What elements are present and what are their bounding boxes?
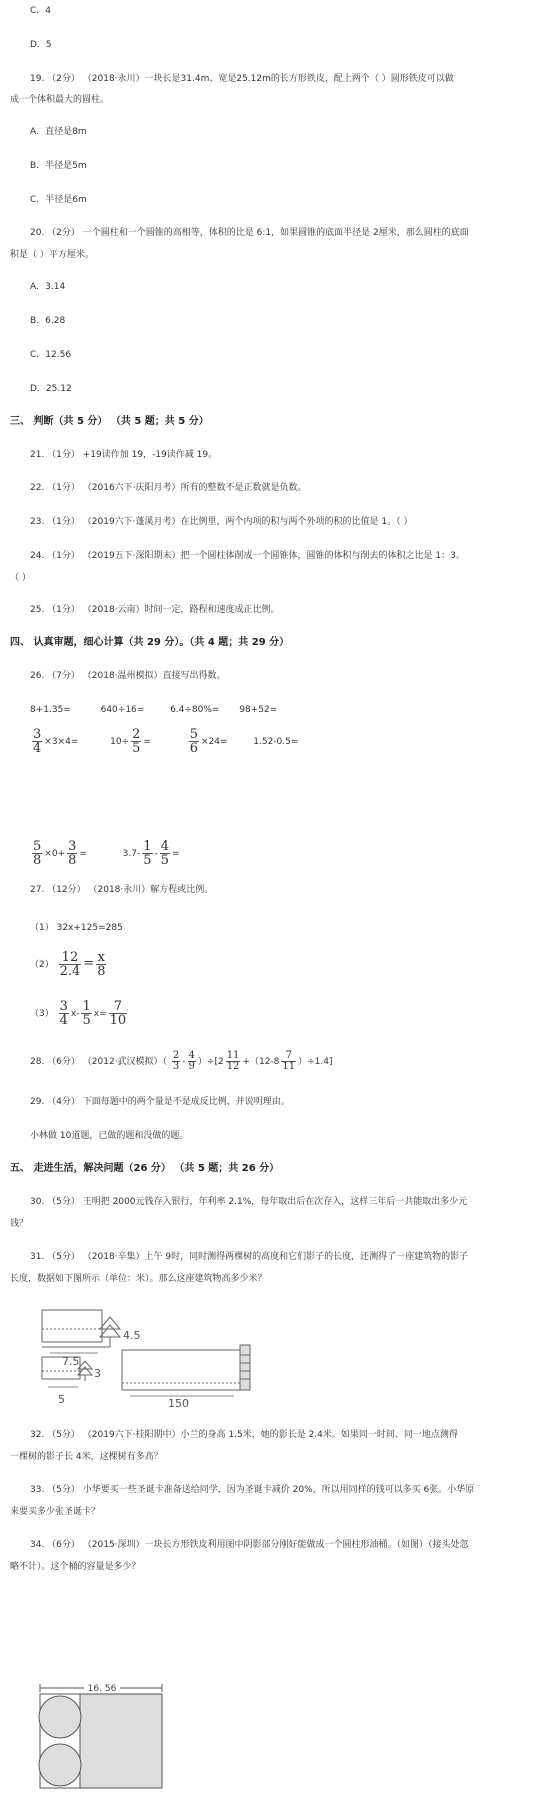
question-31-line1: 31. （5分） （2018·辛集）上午 9时，同时测得两棵树的高度和它们影子的长度，还测得了一座建筑物的影子 [30, 1252, 469, 1262]
question-34-line2: 略不计）。这个桶的容量是多少？ [10, 1562, 141, 1572]
fraction: $\frac{5}{8}$ [33, 839, 42, 868]
frame-1 [42, 1310, 102, 1342]
question-31-line2: 长度，数据如下图所示（单位：米）。那么这座建筑物高多少米？ [10, 1274, 267, 1284]
circle-base [39, 1744, 81, 1786]
fraction: $\frac{1}{5}$ [143, 839, 152, 868]
question-30-line1: 30. （5分） 王明把 2000元钱存入银行，年利率 2.1%，每年取出后在次存入，这样三年后一共能取出多少元 [30, 1197, 468, 1207]
fraction: $\frac{11}{12}$ [226, 1050, 240, 1072]
calc-item: 6.4÷80%= [170, 705, 220, 715]
fraction: $\frac{12}{2.4}$ [59, 950, 81, 979]
question-25: 25. （1分） （2018·云南）时间一定，路程和速度成正比例。 [30, 605, 280, 615]
calc-item: 640÷16= [100, 705, 145, 715]
option-c: C．4 [30, 6, 52, 16]
label-tree-height: 3 [94, 1367, 101, 1380]
label-sheet-length: 16. 56 [87, 1684, 117, 1694]
fraction: $\frac{3}{4}$ [33, 727, 42, 756]
cylinder-sheet-figure [36, 1680, 166, 1792]
option-b: B．半径是5m [30, 161, 87, 171]
question-33-line2: 来要买多少张圣诞卡？ [10, 1507, 101, 1517]
calc-row-1 [30, 703, 277, 717]
option-a: A．直径是8m [30, 127, 87, 137]
shadow-figure [30, 1305, 260, 1410]
question-21: 21. （1分） +19读作加 19，-19读作减 19。 [30, 450, 218, 460]
calc-item: 98+52= [239, 705, 278, 715]
question-22: 22. （1分） （2016六下·庆阳月考）所有的整数不是正数就是负数。 [30, 483, 307, 493]
section-3-title: 三、 判断（共 5 分） （共 5 题；共 5 分） [10, 416, 209, 427]
fraction: $\frac{7}{11}$ [282, 1050, 296, 1072]
section-4-title: 四、 认真审题，细心计算（共 29 分）。（共 4 题；共 29 分） [10, 637, 290, 648]
question-24-line2: （ ） [10, 573, 31, 583]
question-29-line1: 29. （4分） 下面每题中的两个量是不是成反比例，并说明理由。 [30, 1097, 290, 1107]
option-a: A．3.14 [30, 282, 66, 292]
section-5-title: 五、 走进生活，解决问题（26 分） （共 5 题；共 26 分） [10, 1163, 280, 1174]
calc-row-2: $\frac{3}{4}$ ×3×4= 10÷ $\frac{2}{5}$ = $\frac{5}{6}$ ×24= 1.52-0.5= [33, 727, 299, 756]
calc-item: 8+1.35= [30, 705, 71, 715]
calc-row-3: $\frac{5}{8}$ ×0+ $\frac{3}{8}$ = 3.7- $\frac{1}{5}$ - $\frac{4}{5}$ = [33, 839, 180, 868]
label-tree-height: 4.5 [123, 1329, 141, 1342]
fraction: $\frac{2}{5}$ [132, 727, 141, 756]
question-29-line2: 小林做 10道题，已做的题和没做的题。 [30, 1131, 189, 1141]
question-19-line2: 成一个体积最大的圆柱。 [10, 95, 110, 105]
option-d: D．5 [30, 40, 52, 50]
question-28: 28. （6分） （2012·武汉模拟）（ $\frac{2}{3}$ - $\frac{4}{9}$ ）÷[2 $\frac{11}{12}$ +（12-8 $\frac{7}{11}$ ）÷1.4] [30, 1050, 333, 1072]
label-shadow-length: 7.5 [62, 1355, 80, 1368]
fraction: $\frac{x}{8}$ [97, 950, 106, 979]
question-32-line2: 一棵树的影子长 4米，这棵树有多高？ [10, 1452, 163, 1462]
option-c: C．12.56 [30, 350, 72, 360]
fraction: $\frac{2}{3}$ [172, 1050, 180, 1072]
fraction: $\frac{5}{6}$ [189, 727, 198, 756]
label-shadow-length: 5 [58, 1393, 65, 1406]
building-shadow-frame [122, 1350, 242, 1390]
fraction: $\frac{3}{8}$ [68, 839, 77, 868]
question-20-line2: 积是（ ）平方厘米。 [10, 250, 94, 260]
question-19-line1: 19. （2分） （2018·永川）一块长是31.4m、宽是25.12m的长方形铁皮，配上两个（ ）圆形铁皮可以做 [30, 74, 454, 84]
equation-1: （1） 32x+125=285 [30, 923, 123, 933]
fraction: $\frac{3}{4}$ [59, 999, 68, 1028]
equation-3: （3） $\frac{3}{4}$ x- $\frac{1}{5}$ x= $\frac{7}{10}$ [30, 999, 127, 1028]
option-d: D．25.12 [30, 384, 72, 394]
question-34-line1: 34. （6分） （2015·深圳）一块长方形铁皮利用图中阴影部分刚好能做成一个圆柱形油桶。（如图）（接头处忽 [30, 1540, 469, 1550]
question-33-line1: 33. （5分） 小华要买一些圣诞卡准备送给同学，因为圣诞卡减价 20%，所以用同样的钱可以多买 6张。小华原 [30, 1485, 475, 1495]
question-32-line1: 32. （5分） （2019六下·桂阳期中）小兰的身高 1.5米，她的影长是 2.4米。如果同一时间、同一地点测得 [30, 1430, 458, 1440]
option-c: C．半径是6m [30, 195, 87, 205]
fraction: $\frac{1}{5}$ [82, 999, 91, 1028]
equation-2: （2） $\frac{12}{2.4}$ = $\frac{x}{8}$ [30, 950, 106, 979]
question-20-line1: 20. （2分） 一个圆柱和一个圆锥的高相等，体积的比是 6:1，如果圆锥的底面半径是 2厘米，那么圆柱的底面 [30, 228, 469, 238]
question-24-line1: 24. （1分） （2019五下·深阳期末）把一个圆柱体削成一个圆锥体，圆锥的体积与削去的体积之比是 1：3。 [30, 551, 465, 561]
fraction: $\frac{4}{9}$ [188, 1050, 195, 1072]
circle-base [39, 1696, 81, 1738]
question-27-head: 27. （12分） （2018·永川）解方程或比例。 [30, 885, 214, 895]
question-30-line2: 钱？ [10, 1219, 29, 1229]
fraction: $\frac{7}{10}$ [109, 999, 127, 1028]
shaded-side [80, 1694, 162, 1788]
label-building-shadow: 150 [168, 1397, 189, 1410]
question-23: 23. （1分） （2019六下·蓬溪月考）在比例里，两个内项的积与两个外项的积的比值是 1。（ ） [30, 517, 413, 527]
option-b: B．6.28 [30, 316, 66, 326]
fraction: $\frac{4}{5}$ [160, 839, 170, 868]
tree-triangle [100, 1325, 120, 1337]
question-26-head: 26. （7分） （2018·温州模拟）直接写出得数。 [30, 671, 226, 681]
building [240, 1345, 250, 1390]
tree-triangle [100, 1317, 120, 1329]
